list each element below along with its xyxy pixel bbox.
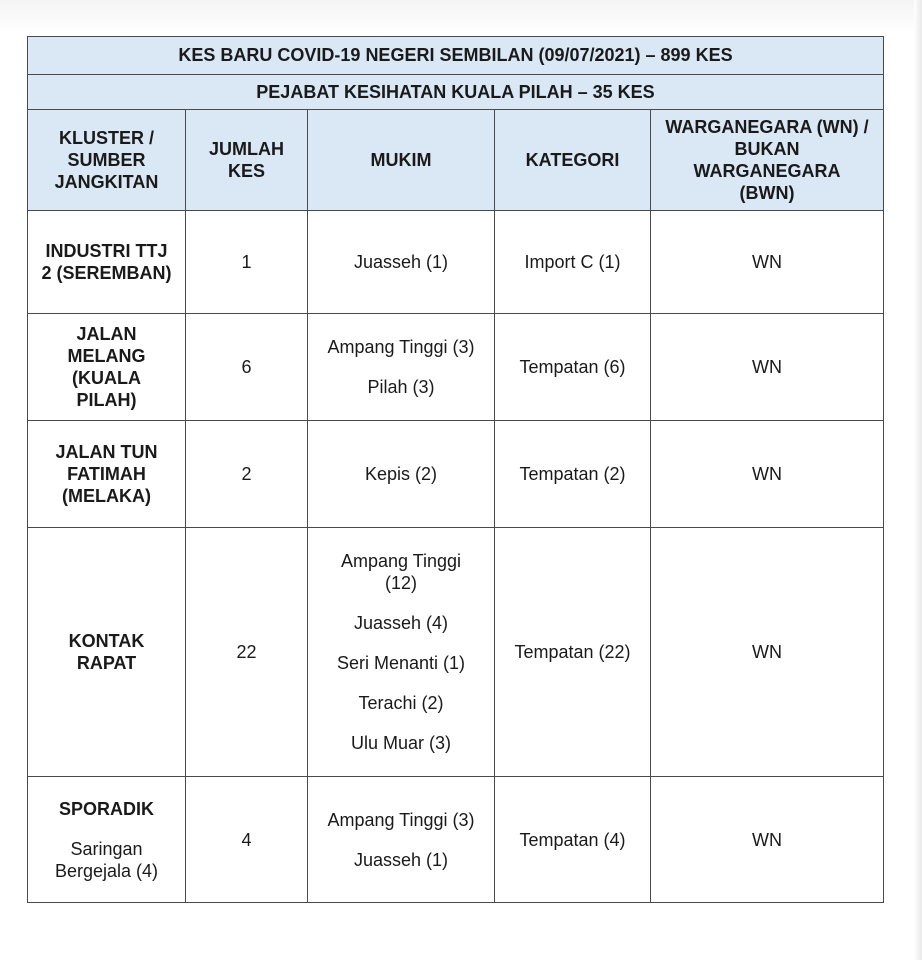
table-row — [28, 528, 884, 777]
table-row — [28, 777, 884, 903]
citizenship-cell: WN — [651, 528, 884, 777]
cluster-label: JALAN MELANG (KUALA PILAH) — [67, 324, 146, 410]
mukim-item: Ampang Tinggi (3) — [327, 809, 475, 830]
mukim-item: Juasseh (1) — [353, 252, 449, 272]
table-title: KES BARU COVID-19 NEGERI SEMBILAN (09/07/2021) – 899 KES — [28, 37, 884, 75]
covid-cases-table — [27, 36, 884, 903]
table-row — [28, 421, 884, 528]
category-cell: Tempatan (4) — [495, 777, 651, 903]
title-row — [28, 37, 884, 75]
cases-cell: 2 — [186, 421, 308, 528]
cluster-cell — [28, 777, 186, 903]
category-cell: Import C (1) — [495, 211, 651, 314]
mukim-item: Kepis (2) — [364, 464, 438, 484]
header-citizenship — [651, 110, 884, 211]
header-cases — [186, 110, 308, 211]
cluster-label: SPORADIK — [58, 798, 154, 819]
category-cell: Tempatan (22) — [495, 528, 651, 777]
mukim-cell — [308, 211, 495, 314]
page-edge — [914, 0, 922, 960]
cluster-label: KONTAK RAPAT — [68, 631, 145, 673]
header-citizenship-label: WARGANEGARA (WN) / BUKAN WARGANEGARA (BWN) — [665, 117, 869, 203]
header-mukim: MUKIM — [308, 110, 495, 211]
header-cluster-label: KLUSTER / SUMBER JANGKITAN — [54, 128, 159, 192]
subtitle-row — [28, 75, 884, 110]
citizenship-cell: WN — [651, 211, 884, 314]
mukim-item: Seri Menanti (1) — [336, 653, 466, 673]
citizenship-cell: WN — [651, 421, 884, 528]
cluster-label: JALAN TUN FATIMAH (MELAKA) — [55, 442, 158, 506]
table-row — [28, 211, 884, 314]
cluster-cell — [28, 211, 186, 314]
mukim-item: Juasseh (1) — [353, 849, 449, 870]
header-row — [28, 110, 884, 211]
mukim-item: Juasseh (4) — [353, 613, 449, 633]
mukim-item: Ulu Muar (3) — [350, 733, 452, 753]
cluster-detail: Saringan Bergejala (4) — [54, 838, 159, 881]
cases-cell: 4 — [186, 777, 308, 903]
mukim-cell — [308, 777, 495, 903]
cluster-cell — [28, 421, 186, 528]
header-cluster — [28, 110, 186, 211]
category-cell: Tempatan (2) — [495, 421, 651, 528]
mukim-cell — [308, 528, 495, 777]
mukim-item: Terachi (2) — [358, 693, 444, 713]
mukim-item: Ampang Tinggi (3) — [327, 337, 475, 357]
cases-cell: 22 — [186, 528, 308, 777]
header-cases-label: JUMLAH KES — [209, 139, 284, 181]
category-cell: Tempatan (6) — [495, 314, 651, 421]
mukim-cell — [308, 314, 495, 421]
header-category: KATEGORI — [495, 110, 651, 211]
citizenship-cell: WN — [651, 777, 884, 903]
mukim-item: Ampang Tinggi (12) — [340, 551, 462, 593]
table-subtitle: PEJABAT KESIHATAN KUALA PILAH – 35 KES — [28, 75, 884, 110]
mukim-item: Pilah (3) — [367, 377, 435, 397]
cases-cell: 1 — [186, 211, 308, 314]
citizenship-cell: WN — [651, 314, 884, 421]
mukim-cell — [308, 421, 495, 528]
cluster-label: INDUSTRI TTJ 2 (SEREMBAN) — [41, 241, 172, 283]
cases-cell: 6 — [186, 314, 308, 421]
top-shadow — [0, 0, 922, 34]
table-row — [28, 314, 884, 421]
cluster-cell — [28, 528, 186, 777]
cluster-cell — [28, 314, 186, 421]
